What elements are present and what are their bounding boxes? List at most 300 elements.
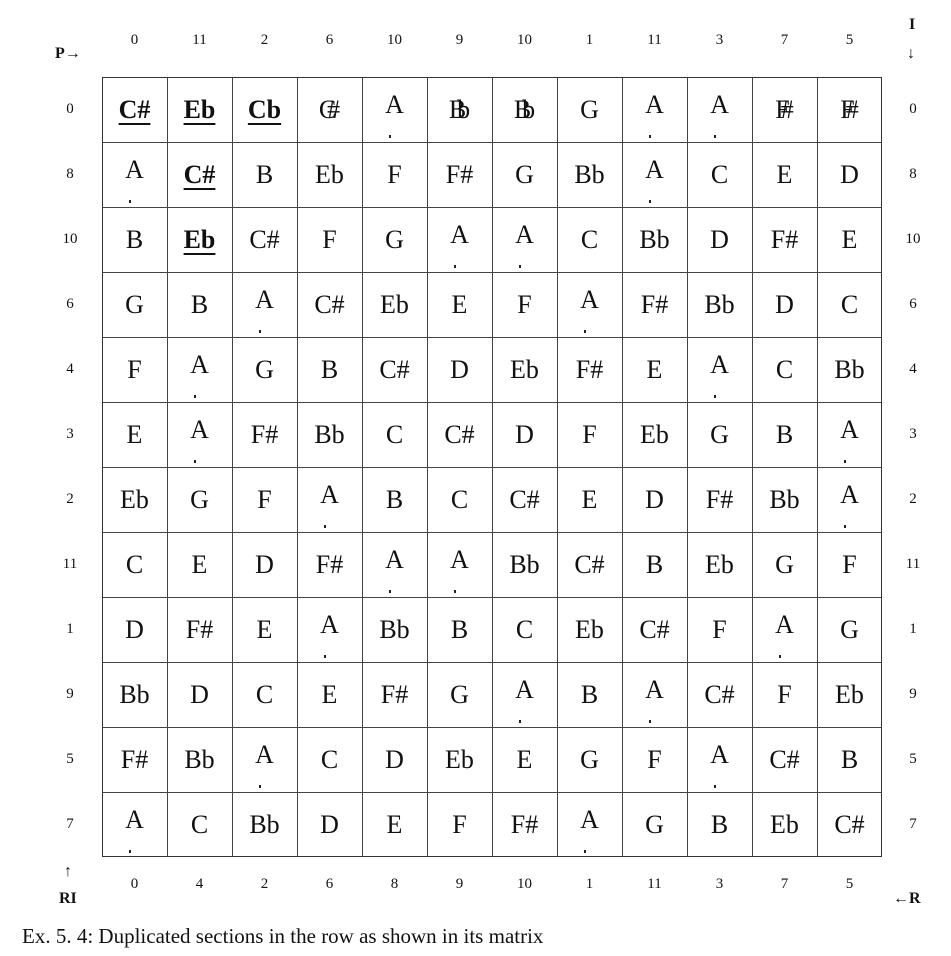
pitch-label: C [190,809,209,839]
matrix-cell [102,792,167,857]
pitch-label: E [516,744,533,774]
pitch-label: A [320,479,339,509]
pitch-label: A [645,89,655,119]
pitch-label: E [386,809,403,839]
matrix-cell [687,467,752,532]
right-index-number: 10 [905,231,921,247]
matrix-cell [102,142,167,207]
matrix-cell [622,402,687,467]
pitch-label: A [515,674,534,704]
pitch-label: Eb [315,159,344,189]
pitch-label: F [777,679,792,709]
flat-mark [519,720,525,723]
matrix-cell [297,402,362,467]
left-index-number: 3 [66,426,74,442]
pitch-label: Bb [184,744,215,774]
matrix-cell [622,662,687,727]
pitch-label: F# [640,289,669,319]
pitch-label: D [775,289,794,319]
pitch-label: Bb [574,159,605,189]
matrix-cell [557,597,622,662]
matrix-cell [752,792,817,857]
top-index-number: 10 [517,32,532,48]
matrix-cell [557,207,622,272]
matrix-cell [687,337,752,402]
matrix-cell [492,402,557,467]
pitch-label: F [647,744,662,774]
matrix-cell [427,77,492,142]
matrix-cell [687,792,752,857]
pitch-label: A [580,804,599,834]
matrix-cell [232,662,297,727]
right-index-number: 7 [909,816,917,832]
pitch-label: F [712,614,727,644]
bottom-index-number: 1 [585,876,594,892]
pitch-label: Eb [183,94,216,124]
pitch-label: F [582,419,597,449]
pitch-label: F [517,289,532,319]
pitch-label: A [580,284,599,314]
pitch-label: E [451,289,468,319]
matrix-cell [427,337,492,402]
matrix-cell [362,142,427,207]
pitch-label: E [191,549,208,579]
pitch-label: F# [510,809,539,839]
pitch-label: B [775,419,794,449]
matrix-cell [557,142,622,207]
pitch-label: D [710,224,729,254]
matrix-cell [687,597,752,662]
matrix-cell [232,597,297,662]
matrix-cell [817,467,882,532]
matrix-cell [167,727,232,792]
matrix-cell [687,207,752,272]
twelve-tone-matrix [102,77,882,857]
pitch-label: G [515,159,534,189]
pitch-label: E [776,159,793,189]
matrix-cell [427,792,492,857]
matrix-cell [752,467,817,532]
matrix-cell [427,467,492,532]
bottom-index-number: 10 [517,876,532,892]
matrix-cell [167,597,232,662]
flat-mark [129,200,135,203]
pitch-label: G [190,484,209,514]
pitch-label: Eb [640,419,669,449]
matrix-cell [167,402,232,467]
pitch-label: G [645,809,664,839]
pitch-label: C# [574,549,605,579]
matrix-cell [752,77,817,142]
inversion-label: I [909,16,916,33]
top-index-number: 1 [585,32,594,48]
matrix-cell [752,402,817,467]
flat-mark [194,395,200,398]
pitch-label: C# [769,744,800,774]
matrix-cell [232,402,297,467]
matrix-cell [557,272,622,337]
matrix-cell [752,337,817,402]
pitch-label: C [125,549,144,579]
pitch-label: D [385,744,404,774]
matrix-cell [817,792,882,857]
pitch-label: F# [120,744,149,774]
pitch-label: C# [314,289,345,319]
matrix-cell [752,597,817,662]
matrix-cell [557,467,622,532]
pitch-label: Bb [314,419,345,449]
matrix-cell [817,142,882,207]
matrix-cell [817,77,882,142]
pitch-label: A [385,544,404,574]
matrix-cell [687,662,752,727]
pitch-label: B [450,614,469,644]
matrix-cell [362,207,427,272]
flat-mark [454,590,460,593]
matrix-cell [687,142,752,207]
matrix-cell [362,597,427,662]
pitch-label: Eb [120,484,149,514]
pitch-label: Eb [575,614,604,644]
pitch-label: Bb [249,809,280,839]
flat-mark [584,850,590,853]
matrix-cell [492,792,557,857]
pitch-label: Bb [119,679,150,709]
right-index-number: 6 [909,296,917,312]
matrix-cell [622,207,687,272]
matrix-cell [752,662,817,727]
pitch-label: A [515,219,534,249]
pitch-label: C [450,484,469,514]
pitch-label: C# [704,679,735,709]
left-index-number: 6 [66,296,74,312]
matrix-cell [492,272,557,337]
matrix-cell [297,207,362,272]
matrix-cell [427,207,492,272]
matrix-cell [362,727,427,792]
pitch-label: D [450,354,469,384]
matrix-cell [557,532,622,597]
matrix-cell [557,402,622,467]
pitch-label: Bb [769,484,800,514]
pitch-label: A [710,89,720,119]
matrix-cell [687,402,752,467]
matrix-cell [752,727,817,792]
pitch-label: C# [249,224,280,254]
pitch-label: Eb [770,809,799,839]
pitch-label: F# [250,419,279,449]
pitch-label: B [255,159,274,189]
matrix-cell [557,77,622,142]
matrix-cell [297,337,362,402]
pitch-label: G [385,224,404,254]
pitch-label: Eb [380,289,409,319]
left-index-number: 0 [66,101,74,117]
top-index-number: 2 [260,32,269,48]
pitch-label: B [710,809,729,839]
pitch-label: B [190,289,209,319]
matrix-cell [492,142,557,207]
matrix-cell [427,662,492,727]
bottom-index-number: 5 [845,876,854,892]
matrix-cell [297,142,362,207]
matrix-cell [297,77,362,142]
right-index-number: 2 [909,491,917,507]
pitch-label: D [190,679,209,709]
matrix-cell [167,532,232,597]
pitch-label: B [125,224,144,254]
pitch-label: A [450,544,469,574]
flat-mark [649,720,655,723]
pitch-label: E [581,484,598,514]
figure-caption: Ex. 5. 4: Duplicated sections in the row as shown in its matrix [22,924,544,948]
bottom-index-number: 11 [647,876,662,892]
pitch-label: F# [705,484,734,514]
matrix-cell [102,727,167,792]
pitch-label: Eb [183,224,216,254]
pitch-label: F [322,224,337,254]
flat-mark [389,590,395,593]
pitch-label: C [515,614,534,644]
pitch-label: A [645,674,664,704]
flat-mark [454,265,460,268]
right-index-number: 1 [909,621,917,637]
pitch-label: F [842,549,857,579]
matrix-cell [427,402,492,467]
matrix-cell [622,77,687,142]
matrix-cell [557,727,622,792]
pitch-label: Bb [509,549,540,579]
left-index-number: 8 [66,166,74,182]
left-index-number: 1 [66,621,74,637]
pitch-label: F# [775,94,785,124]
pitch-label: C [320,744,339,774]
matrix-cell [362,792,427,857]
matrix-cell [492,77,557,142]
retrograde-inversion-arrow: ↑ [64,863,72,880]
pitch-label: F [387,159,402,189]
retrograde-inversion-label: RI [59,890,77,907]
pitch-label: Eb [705,549,734,579]
matrix-cell [297,662,362,727]
matrix-cell [492,337,557,402]
pitch-label: C# [834,809,865,839]
flat-mark [714,135,720,138]
matrix-cell [427,142,492,207]
right-index-number: 8 [909,166,917,182]
matrix-cell [297,727,362,792]
pitch-label: B [645,549,664,579]
flat-mark [259,330,265,333]
pitch-label: D [515,419,534,449]
pitch-label: Bb [513,94,527,124]
pitch-label: D [320,809,339,839]
matrix-cell [427,532,492,597]
right-index-number: 4 [909,361,917,377]
bottom-index-number: 4 [195,876,204,892]
matrix-cell [232,727,297,792]
matrix-cell [362,272,427,337]
top-index-number: 11 [192,32,207,48]
matrix-cell [622,727,687,792]
left-index-number: 11 [62,556,78,572]
top-index-number: 7 [780,32,789,48]
bottom-index-number: 2 [260,876,269,892]
flat-mark [584,330,590,333]
matrix-cell [817,662,882,727]
pitch-label: F# [770,224,799,254]
pitch-label: F [127,354,142,384]
bottom-index-number: 3 [715,876,724,892]
matrix-cell [297,532,362,597]
top-index-number: 10 [387,32,402,48]
flat-mark [129,850,135,853]
pitch-label: C [580,224,599,254]
matrix-cell [427,272,492,337]
flat-mark [259,785,265,788]
pitch-label: C# [444,419,475,449]
pitch-label: B [385,484,404,514]
matrix-cell [752,142,817,207]
flat-mark [844,460,850,463]
matrix-cell [687,272,752,337]
pitch-label: F# [445,159,474,189]
pitch-label: A [320,609,339,639]
matrix-cell [102,597,167,662]
matrix-cell [232,532,297,597]
pitch-label: A [450,219,469,249]
pitch-label: G [840,614,859,644]
pitch-label: E [126,419,143,449]
pitch-label: A [840,479,859,509]
pitch-label: Cb [247,94,282,124]
matrix-cell [492,662,557,727]
matrix-cell [817,532,882,597]
matrix-cell [102,467,167,532]
matrix-cell [232,792,297,857]
matrix-cell [752,207,817,272]
bottom-index-number: 9 [455,876,464,892]
top-index-number: 11 [647,32,662,48]
pitch-label: F [257,484,272,514]
pitch-label: A [190,414,209,444]
flat-mark [324,525,330,528]
matrix-cell [362,402,427,467]
matrix-cell [492,727,557,792]
matrix-cell [362,77,427,142]
flat-mark [649,135,655,138]
matrix-cell [492,467,557,532]
pitch-label: A [710,349,729,379]
pitch-label: C [385,419,404,449]
pitch-label: F [452,809,467,839]
flat-mark [519,265,525,268]
left-index-number: 7 [66,816,74,832]
bottom-index-number: 6 [325,876,334,892]
matrix-cell [102,662,167,727]
flat-mark [324,655,330,658]
top-index-number: 6 [325,32,334,48]
matrix-cell [102,532,167,597]
pitch-label: A [385,89,395,119]
pitch-label: C [840,289,859,319]
inversion-arrow: ↓ [907,45,915,62]
matrix-cell [817,727,882,792]
bottom-index-number: 0 [130,876,139,892]
pitch-label: G [775,549,794,579]
pitch-label: E [646,354,663,384]
matrix-cell [817,402,882,467]
right-index-number: 3 [909,426,917,442]
matrix-cell [817,272,882,337]
pitch-label: Bb [639,224,670,254]
matrix-cell [817,207,882,272]
right-index-number: 9 [909,686,917,702]
right-index-number: 5 [909,751,917,767]
top-index-number: 9 [455,32,464,48]
matrix-cell [167,792,232,857]
pitch-label: B [320,354,339,384]
matrix-cell [622,142,687,207]
pitch-label: C# [118,94,151,124]
pitch-label: D [840,159,859,189]
matrix-cell [232,207,297,272]
pitch-label: A [125,154,144,184]
top-index-number: 0 [130,32,139,48]
pitch-label: C# [639,614,670,644]
matrix-cell [427,727,492,792]
matrix-cell [102,272,167,337]
pitch-label: G [710,419,729,449]
pitch-label: F# [185,614,214,644]
pitch-label: B [580,679,599,709]
pitch-label: G [450,679,469,709]
pitch-label: C [710,159,729,189]
matrix-cell [622,467,687,532]
pitch-label: Bb [704,289,735,319]
flat-mark [779,655,785,658]
matrix-cell [557,662,622,727]
matrix-cell [622,532,687,597]
pitch-label: G [125,289,144,319]
matrix-cell [817,597,882,662]
matrix-cell [102,337,167,402]
prime-label: P→ [55,45,81,62]
pitch-label: B [840,744,859,774]
matrix-cell [622,792,687,857]
pitch-label: F# [840,94,850,124]
flat-mark [389,135,395,138]
matrix-cell [232,337,297,402]
top-index-number: 3 [715,32,724,48]
matrix-cell [622,597,687,662]
matrix-cell [492,597,557,662]
matrix-cell [687,77,752,142]
pitch-label: Eb [835,679,864,709]
pitch-label: C# [318,94,332,124]
pitch-label: F# [575,354,604,384]
pitch-label: A [125,804,144,834]
matrix-cell [232,467,297,532]
left-index-number: 9 [66,686,74,702]
pitch-label: C [255,679,274,709]
pitch-label: G [580,744,599,774]
pitch-label: D [255,549,274,579]
matrix-cell [362,337,427,402]
matrix-cell [297,792,362,857]
pitch-label: Bb [379,614,410,644]
matrix-cell [102,207,167,272]
